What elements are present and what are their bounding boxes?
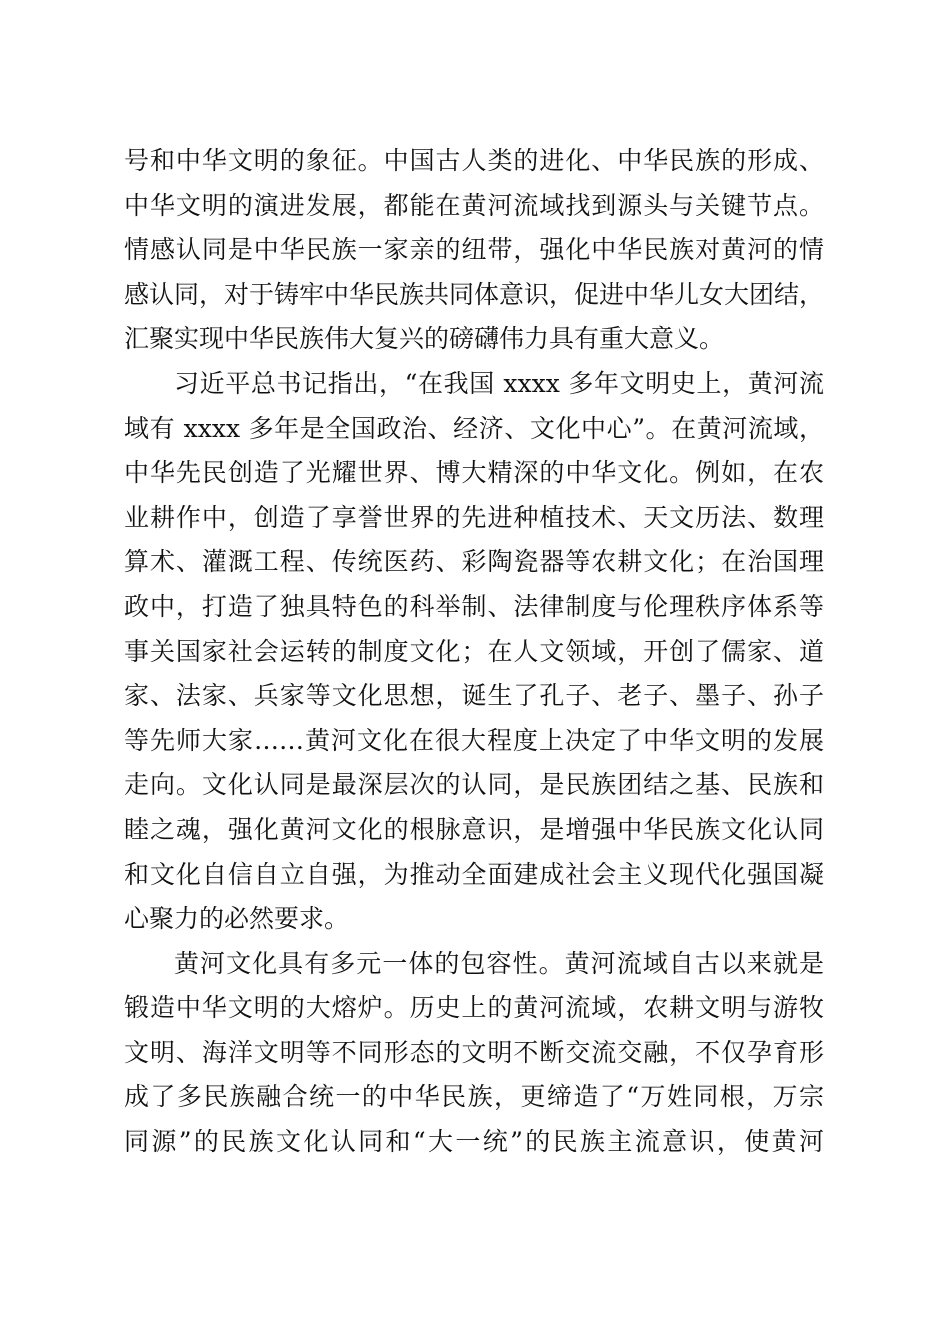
text-line: 感认同，对于铸牢中华民族共同体意识，促进中华儿女大团结， — [124, 279, 825, 309]
text-line: 号和中华文明的象征。中国古人类的进化、中华民族的形成、 — [124, 146, 824, 175]
text-line: 家、法家、兵家等文化思想，诞生了孔子、老子、墨子、孙子 — [124, 681, 824, 711]
text-line: 情感认同是中华民族一家亲的纽带，强化中华民族对黄河的情 — [124, 235, 824, 265]
text-line: 政中，打造了独具特色的科举制、法律制度与伦理秩序体系等 — [124, 591, 824, 621]
text-line: 中华先民创造了光耀世界、博大精深的中华文化。例如，在农 — [124, 458, 824, 488]
text-line: 锻造中华文明的大熔炉。历史上的黄河流域，农耕文明与游牧 — [124, 993, 824, 1023]
text-line: 和文化自信自立自强，为推动全面建成社会主义现代化强国凝 — [124, 859, 824, 889]
text-line: 睦之魂，强化黄河文化的根脉意识，是增强中华民族文化认同 — [124, 814, 824, 844]
text-line: 成了多民族融合统一的中华民族，更缔造了“万姓同根，万宗 — [124, 1082, 824, 1112]
text-line: 事关国家社会运转的制度文化；在人文领域，开创了儒家、道 — [124, 636, 824, 666]
body-text — [124, 139, 824, 1165]
text-line: 习近平总书记指出，“在我国 xxxx 多年文明史上，黄河流 — [174, 368, 824, 398]
text-line: 业耕作中，创造了享誉世界的先进种植技术、天文历法、数理 — [124, 502, 824, 532]
text-line: 汇聚实现中华民族伟大复兴的磅礴伟力具有重大意义。 — [124, 324, 725, 354]
text-line: 文明、海洋文明等不同形态的文明不断交流交融，不仅孕育形 — [124, 1037, 824, 1067]
text-line: 走向。文化认同是最深层次的认同，是民族团结之基、民族和 — [124, 770, 824, 800]
text-line: 域有 xxxx 多年是全国政治、经济、文化中心”。在黄河流域， — [124, 413, 824, 443]
text-line: 黄河文化具有多元一体的包容性。黄河流域自古以来就是 — [174, 948, 824, 978]
text-line: 同源”的民族文化认同和“大一统”的民族主流意识，使黄河 — [124, 1127, 824, 1157]
text-line: 中华文明的演进发展，都能在黄河流域找到源头与关键节点。 — [124, 190, 824, 220]
text-line: 算术、灌溉工程、传统医药、彩陶瓷器等农耕文化；在治国理 — [124, 547, 824, 577]
text-line: 心聚力的必然要求。 — [124, 904, 350, 934]
text-line: 等先师大家……黄河文化在很大程度上决定了中华文明的发展 — [124, 725, 824, 755]
